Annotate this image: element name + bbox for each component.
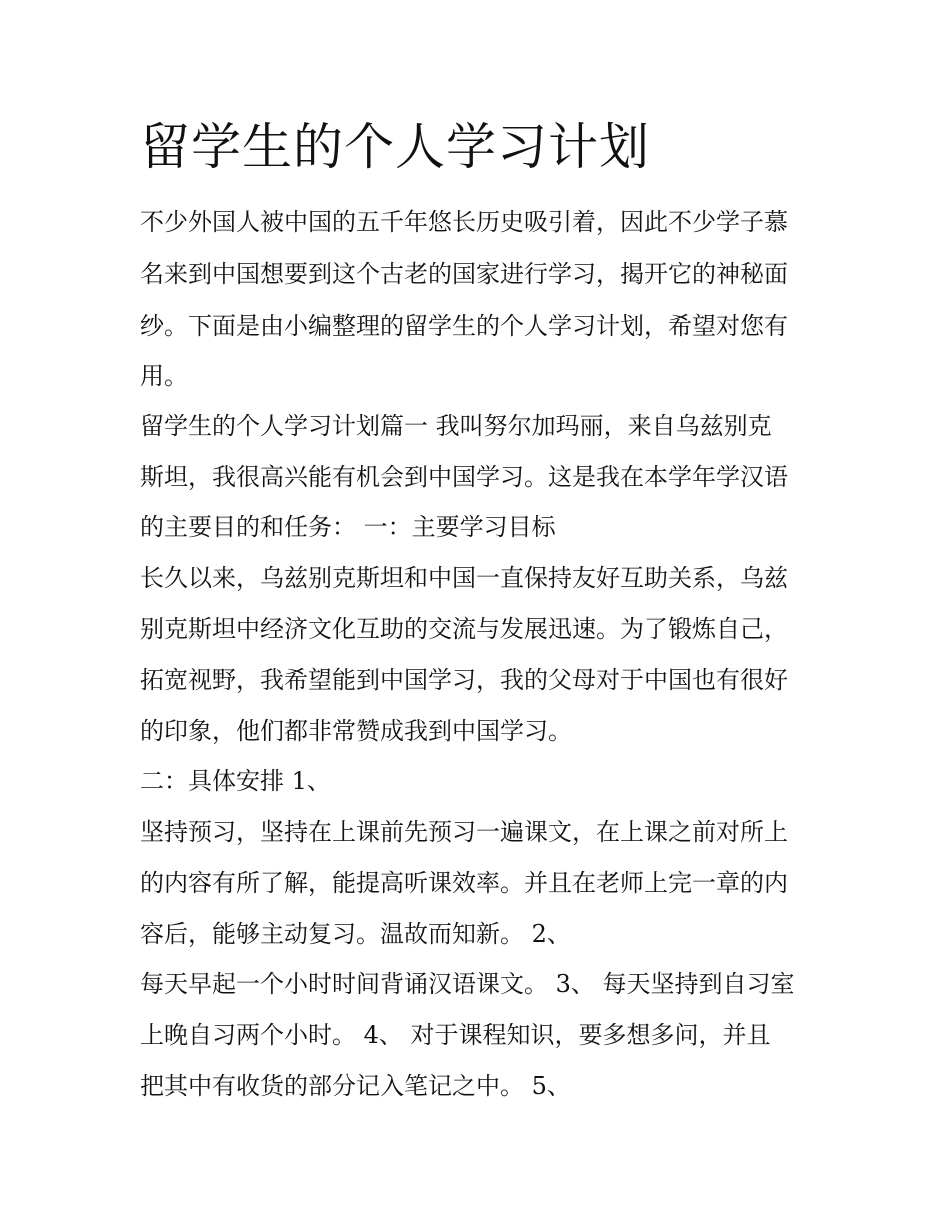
text-line: 长久以来，乌兹别克斯坦和中国一直保持友好互助关系，乌兹	[140, 564, 788, 592]
text-line: 用。	[140, 362, 188, 390]
document-title: 留学生的个人学习计划	[140, 118, 650, 176]
text-line: 斯坦，我很高兴能有机会到中国学习。这是我在本学年学汉语	[140, 463, 788, 491]
text-line: 容后，能够主动复习。温故而知新。 2、	[140, 920, 571, 948]
text-line: 每天早起一个小时时间背诵汉语课文。 3、 每天坚持到自习室	[140, 970, 795, 998]
text-line: 名来到中国想要到这个古老的国家进行学习，揭开它的神秘面	[140, 260, 788, 288]
text-line: 纱。下面是由小编整理的留学生的个人学习计划，希望对您有	[140, 312, 788, 340]
text-line: 的主要目的和任务： 一：主要学习目标	[140, 513, 556, 541]
text-line: 上晚自习两个小时。 4、 对于课程知识，要多想多问，并且	[140, 1021, 771, 1049]
text-line: 的印象，他们都非常赞成我到中国学习。	[140, 717, 572, 745]
text-line: 坚持预习，坚持在上课前先预习一遍课文，在上课之前对所上	[140, 818, 788, 846]
text-line: 把其中有收货的部分记入笔记之中。 5、	[140, 1072, 571, 1100]
text-line: 别克斯坦中经济文化互助的交流与发展迅速。为了锻炼自己，	[140, 615, 788, 643]
text-line: 拓宽视野，我希望能到中国学习，我的父母对于中国也有很好	[140, 666, 788, 694]
text-line: 不少外国人被中国的五千年悠长历史吸引着，因此不少学子慕	[140, 208, 788, 236]
text-line: 留学生的个人学习计划篇一 我叫努尔加玛丽，来自乌兹别克	[140, 412, 772, 440]
text-line: 的内容有所了解，能提高听课效率。并且在老师上完一章的内	[140, 869, 788, 897]
text-line: 二：具体安排 1、	[140, 767, 331, 795]
